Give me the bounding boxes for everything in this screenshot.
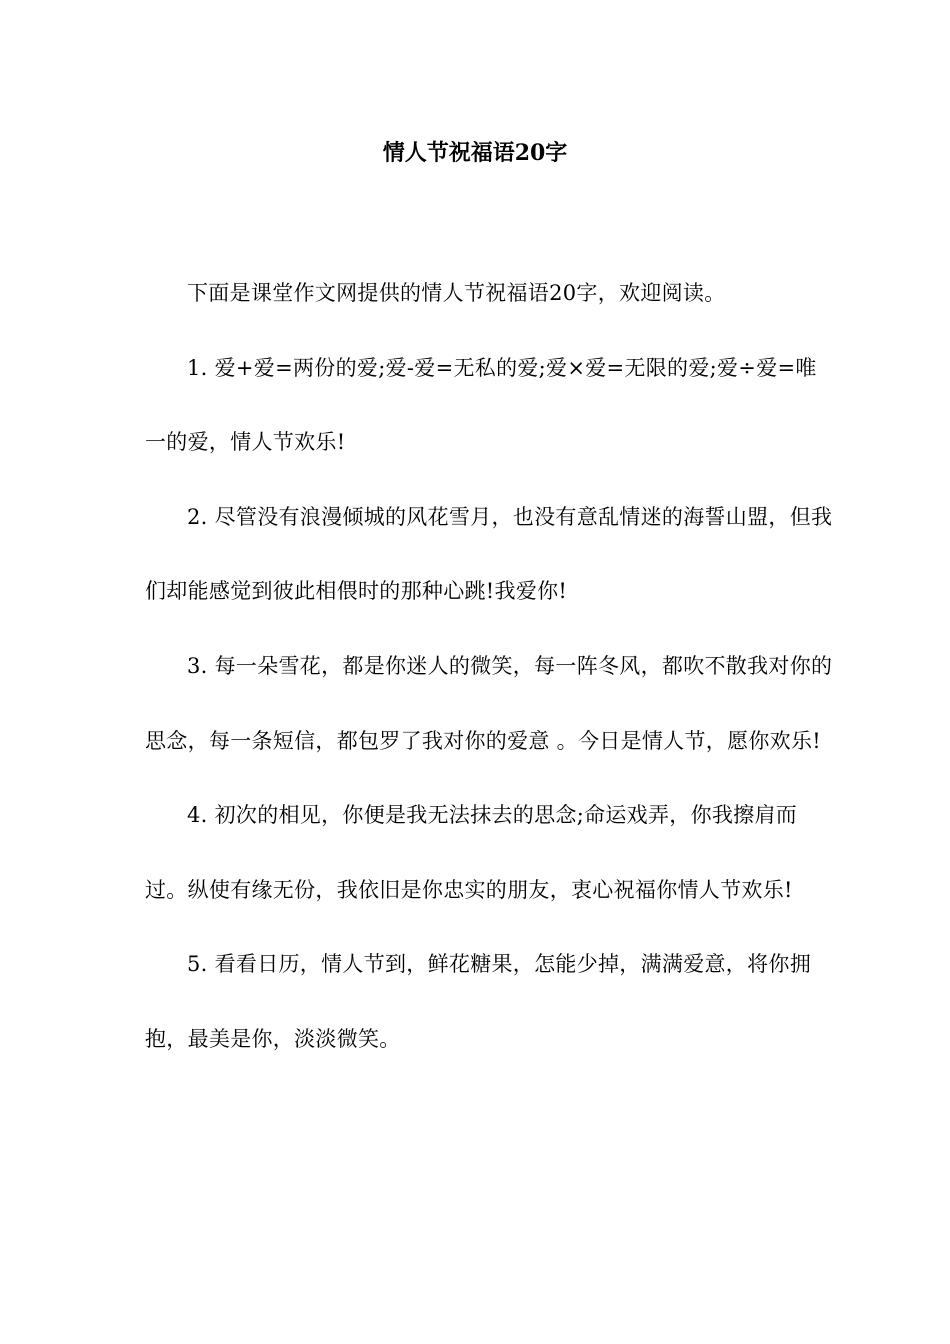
intro-paragraph: 下面是课堂作文网提供的情人节祝福语20字，欢迎阅读。 xyxy=(187,281,726,305)
greeting-item-5: 5. 看看日历，情人节到，鲜花糖果，怎能少掉，满满爱意，将你拥抱，最美是你，淡淡微笑。 xyxy=(145,952,812,1051)
greeting-item-3: 3. 每一朵雪花，都是你迷人的微笑，每一阵冬风，都吹不散我对你的思念，每一条短信，都包罗了我对你的爱意 。今日是情人节，愿你欢乐! xyxy=(145,653,833,753)
greeting-item-2: 2. 尽管没有浪漫倾城的风花雪月，也没有意乱情迷的海誓山盟，但我们却能感觉到彼此相偎时的那种心跳!我爱你! xyxy=(145,504,833,604)
document-body xyxy=(145,256,835,1077)
document-title: 情人节祝福语20字 xyxy=(382,140,568,166)
greeting-item-4: 4. 初次的相见，你便是我无法抹去的思念;命运戏弄，你我擦肩而过。纵使有缘无份，我依旧是你忠实的朋友，衷心祝福你情人节欢乐! xyxy=(145,803,798,902)
greeting-item-1: 1. 爱+爱=两份的爱;爱-爱=无私的爱;爱×爱=无限的爱;爱÷爱=唯一的爱，情人节欢乐! xyxy=(145,355,817,455)
